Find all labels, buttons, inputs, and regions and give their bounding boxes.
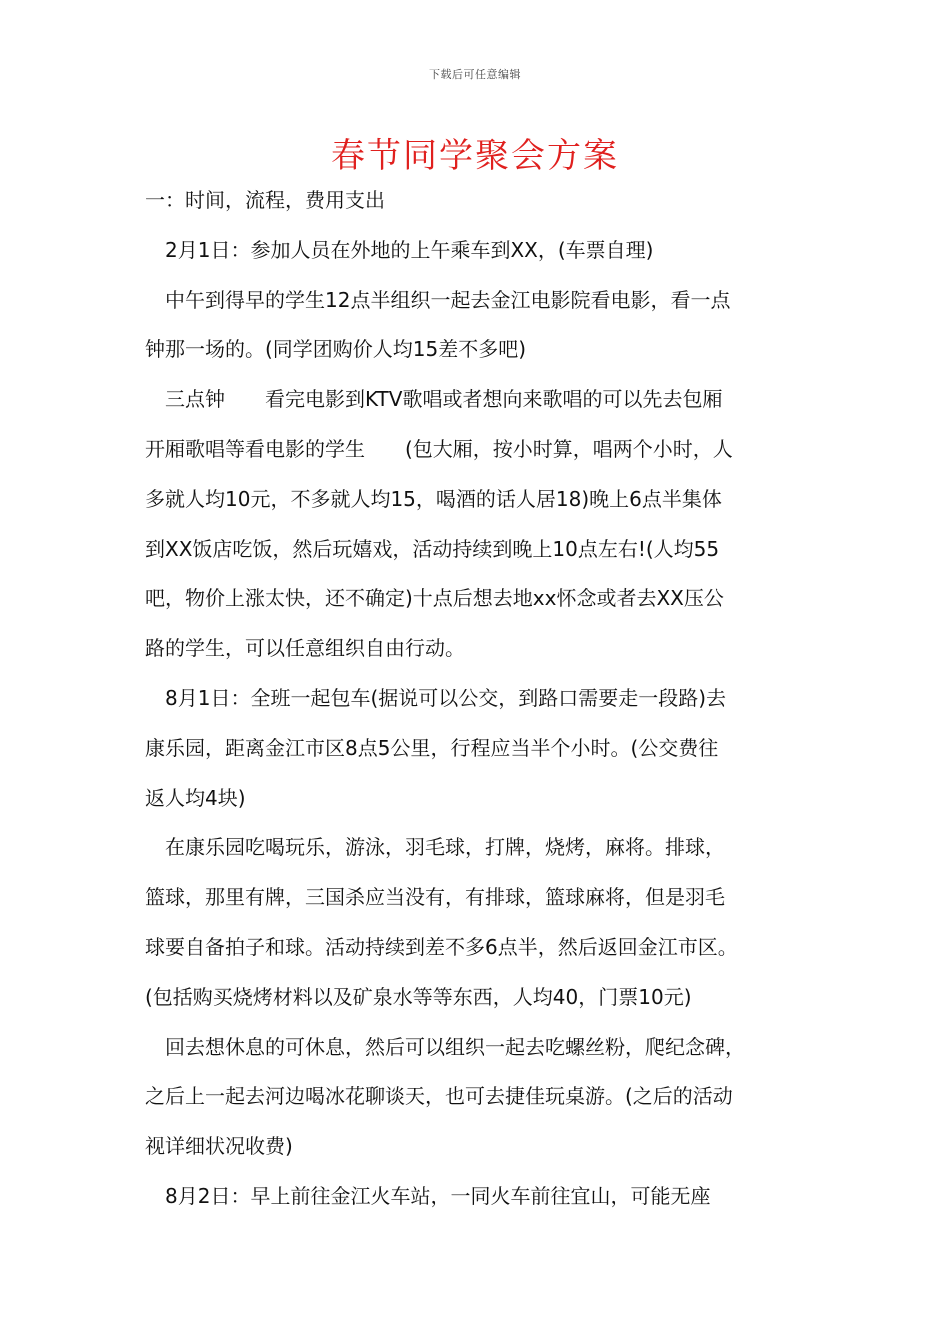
paragraph-line: 在康乐园吃喝玩乐，游泳，羽毛球，打牌，烧烤，麻将。排球， [165, 835, 725, 860]
paragraph-line: 之后上一起去河边喝冰花聊谈天，也可去捷佳玩桌游。(之后的活动 [145, 1084, 733, 1109]
paragraph-line: 开厢歌唱等看电影的学生 (包大厢，按小时算，唱两个小时，人 [145, 436, 733, 461]
paragraph-line: 中午到得早的学生12点半组织一起去金江电影院看电影，看一点 [165, 287, 731, 312]
paragraph-line: 返人均4块) [145, 785, 246, 810]
paragraph-line: 多就人均10元，不多就人均15，喝酒的话人居18)晚上6点半集体 [145, 486, 722, 511]
section-heading: 一：时间，流程，费用支出 [145, 188, 385, 212]
paragraph-line: 钟那一场的。(同学团购价人均15差不多吧) [145, 337, 527, 362]
page-header-note: 下载后可任意编辑 [429, 68, 521, 81]
paragraph-line: 三点钟 看完电影到KTV歌唱或者想向来歌唱的可以先去包厢 [165, 387, 723, 412]
paragraph-line: 2月1日：参加人员在外地的上午乘车到XX，(车票自理) [165, 237, 654, 262]
paragraph-line: 路的学生，可以任意组织自由行动。 [145, 636, 465, 661]
paragraph-line: 球要自备拍子和球。活动持续到差不多6点半，然后返回金江市区。 [145, 934, 738, 959]
paragraph-line: 康乐园，距离金江市区8点5公里，行程应当半个小时。(公交费往 [145, 735, 719, 760]
paragraph-line: 8月2日：早上前往金江火车站，一同火车前往宜山，可能无座 [165, 1183, 711, 1208]
paragraph-line: 视详细状况收费) [145, 1134, 293, 1159]
paragraph-line: 篮球，那里有牌，三国杀应当没有，有排球，篮球麻将，但是羽毛 [145, 885, 725, 910]
paragraph-line: 8月1日：全班一起包车(据说可以公交，到路口需要走一段路)去 [165, 685, 727, 710]
paragraph-line: 回去想休息的可休息，然后可以组织一起去吃螺丝粉，爬纪念碑， [165, 1034, 745, 1059]
paragraph-line: (包括购买烧烤材料以及矿泉水等等东西，人均40，门票10元) [145, 984, 692, 1009]
paragraph-line: 到XX饭店吃饭，然后玩嬉戏，活动持续到晚上10点左右!(人均55 [145, 536, 720, 561]
document-body [145, 176, 810, 1222]
document-title: 春节同学聚会方案 [331, 136, 619, 176]
paragraph-line: 吧，物价上涨太快，还不确定)十点后想去地xx怀念或者去XX压公 [145, 586, 724, 611]
